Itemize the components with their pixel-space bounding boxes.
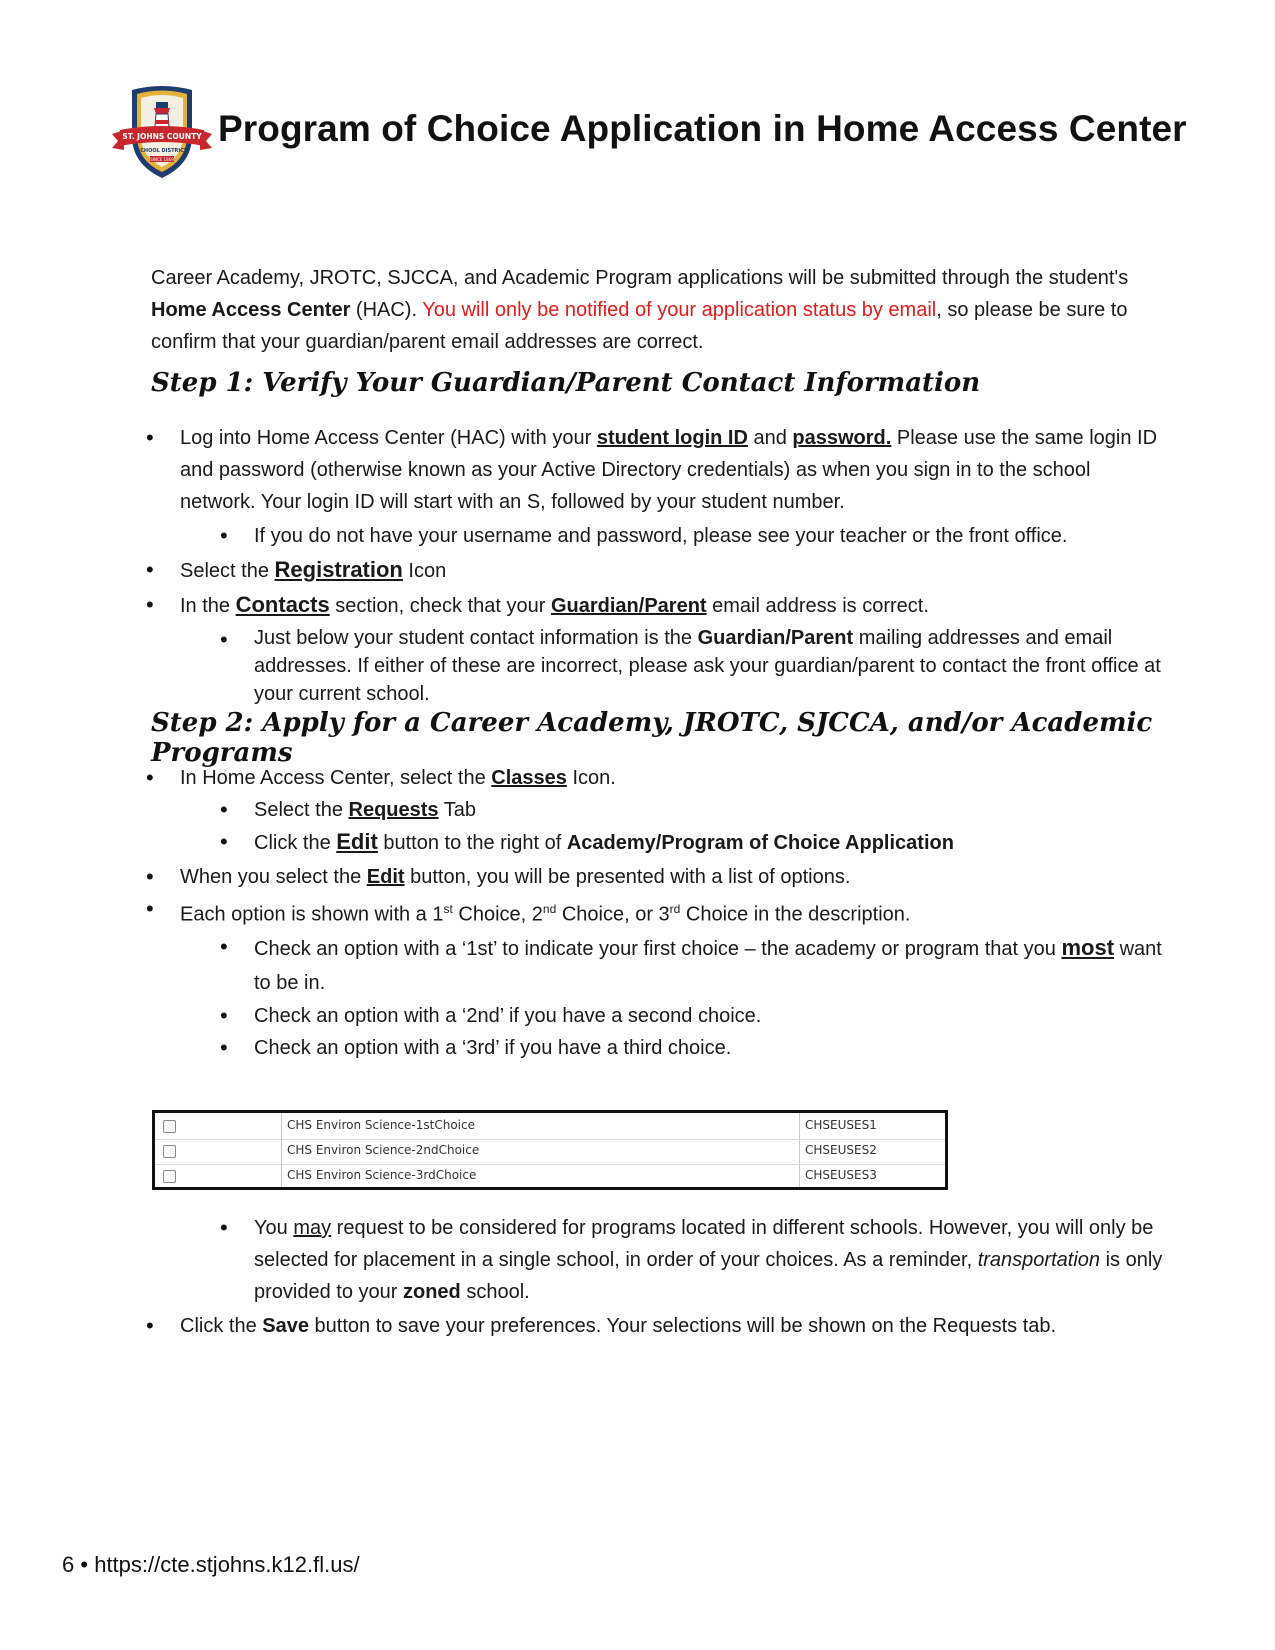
most-emphasis: most — [1061, 934, 1115, 960]
option-checkbox[interactable] — [163, 1170, 176, 1183]
save-button-label: Save — [262, 1315, 309, 1337]
choice-options-table — [152, 1110, 948, 1190]
table-row — [155, 1139, 945, 1164]
step1-heading: Step 1: Verify Your Guardian/Parent Contact Information — [151, 368, 981, 398]
school-district-logo — [110, 84, 214, 184]
student-login-id: student login ID — [596, 427, 748, 449]
logo-subtext: SCHOOL DISTRICT — [136, 148, 188, 154]
option-name: CHS Environ Science-2ndChoice — [287, 1143, 480, 1157]
registration-icon-label: Registration — [274, 557, 403, 582]
list-item: • Check an option with a ‘3rd’ if you have a third choice. — [254, 1032, 1174, 1064]
list-item: • Select the Registration Icon — [180, 554, 1170, 587]
logo-text: ST. JOHNS COUNTY — [122, 132, 202, 141]
footer-url[interactable]: https://cte.stjohns.k12.fl.us/ — [94, 1552, 360, 1577]
hac-bold: Home Access Center — [151, 299, 351, 321]
logo-since: SINCE 1869 — [150, 157, 174, 162]
option-code: CHSEUSES3 — [805, 1168, 877, 1182]
list-item: • Click the Save button to save your preferences. Your selections will be shown on the Requests tab. — [180, 1310, 1170, 1342]
list-item: • You may request to be considered for programs located in different schools. However, you will only be selected for placement in a single school, in order of your choices. As a reminder, transportation is only provided to your zoned school. — [254, 1212, 1174, 1308]
may-emphasis: may — [293, 1217, 332, 1239]
list-item: • Just below your student contact information is the Guardian/Parent mailing addresses and email addresses. If either of these are incorrect, please ask your guardian/parent to contact the front office at your current school. — [254, 624, 1174, 708]
requests-tab-label: Requests — [348, 799, 439, 821]
option-code: CHSEUSES2 — [805, 1143, 877, 1157]
list-item: • If you do not have your username and password, please see your teacher or the front office. — [254, 520, 1174, 552]
table-row — [155, 1164, 945, 1189]
list-item: • In the Contacts section, check that your Guardian/Parent email address is correct. — [180, 589, 1170, 622]
list-item: • Check an option with a ‘2nd’ if you have a second choice. — [254, 1000, 1174, 1032]
list-item: • Click the Edit button to the right of Academy/Program of Choice Application — [254, 826, 1174, 859]
step2-list-continued — [0, 1212, 1275, 1342]
list-item: • In Home Access Center, select the Classes Icon. — [180, 762, 1170, 794]
list-item: • Log into Home Access Center (HAC) with your student login ID and password. Please use the same login ID and password (otherwise known as your Active Directory credentials) as when you sign in to the school network. Your login ID will start with an S, followed by your student number. — [180, 422, 1170, 518]
step2-list — [0, 762, 1275, 1064]
contacts-label: Contacts — [235, 592, 330, 617]
email-notice: You will only be notified of your application status by email — [422, 299, 937, 321]
option-checkbox[interactable] — [163, 1145, 176, 1158]
step1-list — [0, 422, 1275, 708]
list-item: • Each option is shown with a 1st Choice, 2nd Choice, or 3rd Choice in the description. — [180, 893, 1170, 931]
step2-heading: Step 2: Apply for a Career Academy, JROTC, SJCCA, and/or Academic Programs — [151, 708, 1153, 768]
page-number: 6 — [62, 1552, 75, 1577]
option-checkbox[interactable] — [163, 1120, 176, 1133]
edit-button-label-2: Edit — [366, 866, 405, 888]
password-label: password. — [792, 427, 892, 449]
list-item: • When you select the Edit button, you will be presented with a list of options. — [180, 861, 1170, 893]
intro-paragraph: Career Academy, JROTC, SJCCA, and Academic Program applications will be submitted through the student's Home Access Center (HAC). You will only be notified of your application status by email, so please be sure to confirm that your guardian/parent email addresses are correct. — [151, 267, 1129, 353]
guardian-parent-label: Guardian/Parent — [550, 595, 707, 617]
page-footer: 6 • https://cte.stjohns.k12.fl.us/ — [62, 1552, 360, 1577]
edit-button-label: Edit — [336, 829, 378, 854]
option-code: CHSEUSES1 — [805, 1118, 877, 1132]
list-item: • Select the Requests Tab — [254, 794, 1174, 826]
classes-label: Classes — [491, 767, 567, 789]
option-name: CHS Environ Science-3rdChoice — [287, 1168, 477, 1182]
table-row — [155, 1114, 945, 1139]
list-item: • Check an option with a ‘1st’ to indicate your first choice – the academy or program that you most want to be in. — [254, 931, 1174, 1000]
page-title: Program of Choice Application in Home Access Center — [218, 108, 1187, 149]
option-name: CHS Environ Science-1stChoice — [287, 1118, 475, 1132]
